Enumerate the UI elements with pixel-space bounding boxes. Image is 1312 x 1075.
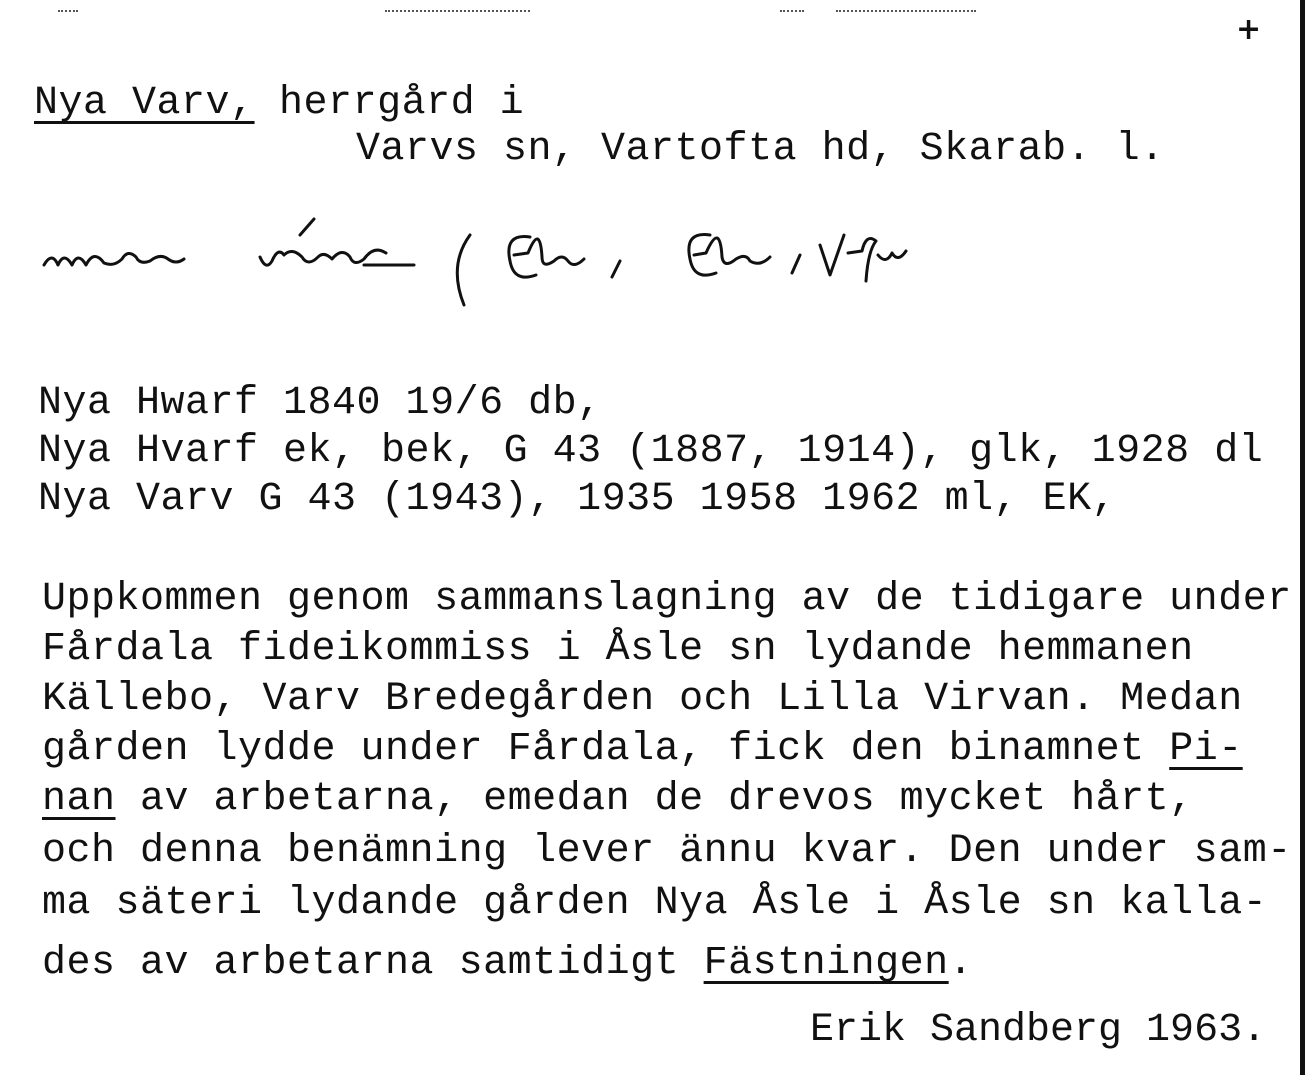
body-line: Källebo, Varv Bredegården och Lilla Virvan. Medan — [42, 677, 1243, 722]
place-type: herrgård i — [254, 81, 525, 126]
body-text: av arbetarna, emedan de drevos mycket hårt, — [115, 777, 1194, 822]
body-line: Fårdala fideikommiss i Åsle sn lydande hemmanen — [42, 627, 1194, 672]
body-line: ma säteri lydande gården Nya Åsle i Åsle sn kalla- — [42, 881, 1268, 926]
top-edge-dots — [780, 10, 804, 14]
nickname-underlined: nan — [42, 777, 116, 822]
body-text: gården lydde under Fårdala, fick den binamnet — [42, 727, 1170, 772]
body-text: des av arbetarna samtidigt — [42, 941, 704, 986]
nickname-underlined: Fästningen — [703, 941, 949, 986]
nickname-underlined: Pi- — [1169, 727, 1243, 772]
body-line — [42, 777, 1194, 822]
place-name: Nya Varv, — [34, 81, 255, 126]
body-line: Uppkommen genom sammanslagning av de tidigare under — [42, 577, 1292, 622]
body-line — [42, 941, 974, 986]
top-edge-dots — [836, 10, 976, 14]
top-edge-dots — [58, 10, 78, 14]
handwritten-note — [30, 205, 930, 315]
body-line — [42, 727, 1243, 772]
form-line: Nya Hvarf ek, bek, G 43 (1887, 1914), glk, 1928 dl — [38, 429, 1264, 474]
corner-cross-mark: + — [1236, 12, 1262, 47]
form-line: Nya Hwarf 1840 19/6 db, — [38, 381, 602, 426]
body-line: och denna benämning lever ännu kvar. Den under sam- — [42, 829, 1292, 874]
form-line: Nya Varv G 43 (1943), 1935 1958 1962 ml, EK, — [38, 477, 1117, 522]
right-edge-border — [1300, 0, 1305, 1075]
body-text: . — [948, 941, 974, 986]
author-signature: Erik Sandberg 1963. — [810, 1008, 1267, 1053]
card-heading — [34, 81, 525, 126]
location-line: Varvs sn, Vartofta hd, Skarab. l. — [356, 127, 1165, 172]
top-edge-dots — [385, 10, 530, 14]
